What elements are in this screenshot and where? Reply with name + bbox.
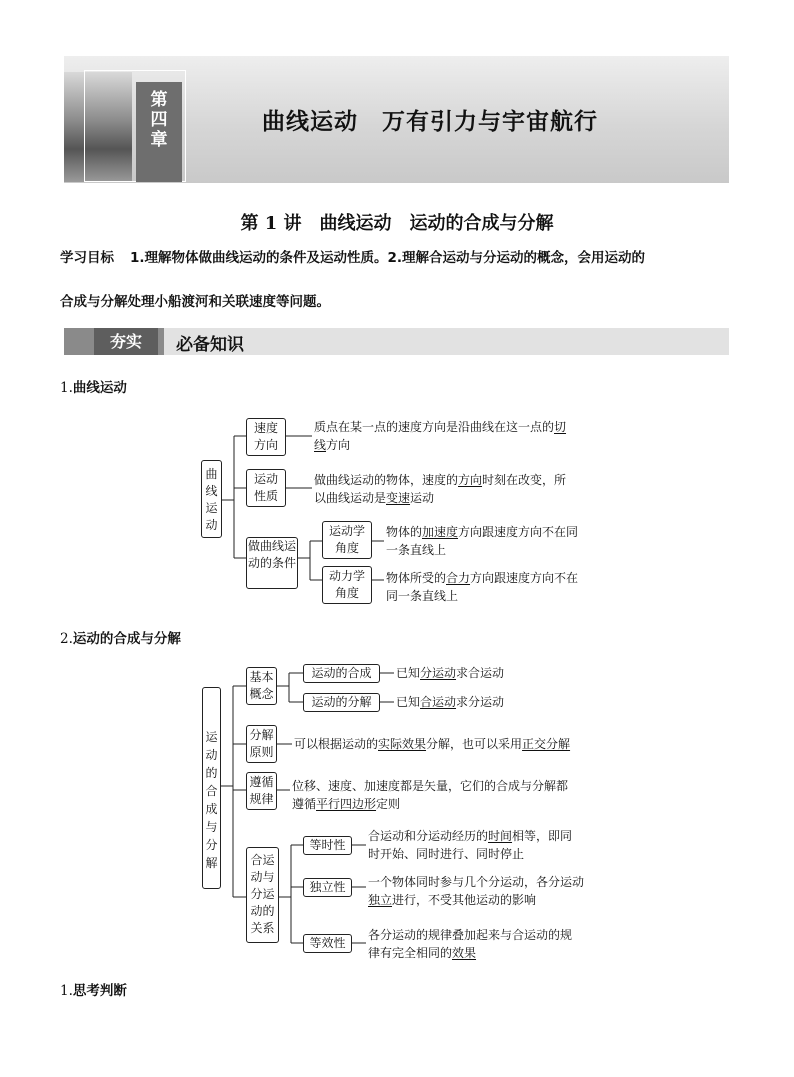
node-basic-concepts-label: 基本概念 (249, 670, 274, 701)
blank: 正交分解 (522, 737, 571, 751)
t: 进行，不受其他运动的影响 (392, 893, 537, 907)
text-resolution (396, 693, 504, 711)
node-decomposition-principle-label: 分解原则 (249, 728, 274, 759)
t: 时刻在改变，所 (482, 473, 567, 487)
text-simultaneity (368, 827, 608, 863)
goals-label: 学习目标 (60, 250, 114, 266)
part3-heading-num: 1. (60, 983, 73, 999)
blank: 实际效果 (378, 737, 427, 751)
t: 做曲线运动的物体，速度的 (314, 473, 459, 487)
t: 已知 (396, 695, 421, 709)
node-simultaneity: 等时性 (303, 836, 352, 855)
t: 以曲线运动是 (314, 491, 387, 505)
blank: 线 (314, 438, 327, 452)
node-curvilinear-motion-label: 曲线运动 (205, 467, 218, 532)
chapter-title: 曲线运动 万有引力与宇宙航行 (262, 109, 598, 135)
node-decomposition-principle (246, 725, 277, 763)
node-equivalence: 等效性 (303, 934, 352, 953)
node-basic-concepts (246, 667, 277, 705)
t: 方向 (326, 438, 351, 452)
t: 物体的 (386, 525, 423, 539)
node-composition-decomposition (202, 687, 221, 889)
chapter-tab-label: 第四章 (150, 90, 168, 150)
blank: 合运动 (420, 695, 457, 709)
t: 求合运动 (456, 666, 505, 680)
node-resolution: 运动的分解 (303, 693, 380, 712)
t: 律有完全相同的 (368, 946, 453, 960)
t: 方向跟速度方向不在 (470, 571, 579, 585)
node-relationship (246, 847, 279, 943)
part3-heading-text: 思考判断 (72, 983, 127, 999)
part2-heading-num: 2. (60, 631, 73, 647)
node-synthesis: 运动的合成 (303, 664, 380, 683)
text-equivalence (368, 926, 608, 962)
text-independence (368, 873, 608, 909)
node-relationship-label: 合运动与分运动的关系 (250, 853, 275, 935)
lesson-title: 第 1 讲 曲线运动 运动的合成与分解 (240, 213, 554, 234)
blank: 加速度 (422, 525, 459, 539)
blank: 独立 (368, 893, 393, 907)
t: 已知 (396, 666, 421, 680)
t: 物体所受的 (386, 571, 447, 585)
t: 一个物体同时参与几个分运动，各分运动 (368, 875, 585, 889)
t: 各分运动的规律叠加起来与合运动的规 (368, 928, 573, 942)
text-synthesis (396, 664, 504, 682)
node-motion-nature-label: 运动性质 (253, 472, 278, 503)
goals-text-1: 1.理解物体做曲线运动的条件及运动性质。2.理解合运动与分运动的概念，会用运动的 (130, 250, 646, 266)
blank: 方向 (458, 473, 483, 487)
node-composition-decomposition-label: 运动的合成与分解 (205, 730, 218, 870)
part1-heading-num: 1. (60, 380, 73, 396)
text-governing-rule (292, 777, 622, 813)
blank: 时间 (488, 829, 513, 843)
node-independence: 独立性 (303, 878, 352, 897)
part2-heading-text: 运动的合成与分解 (72, 631, 181, 647)
part1-heading-text: 曲线运动 (72, 380, 127, 396)
t: 遵循 (292, 797, 317, 811)
t: 方向跟速度方向不在同 (458, 525, 579, 539)
node-dynamics-label: 动力学角度 (328, 569, 365, 600)
t: 相等，即同 (512, 829, 573, 843)
blank: 切 (554, 420, 567, 434)
t: 时开始、同时进行、同时停止 (368, 847, 525, 861)
blank: 分运动 (420, 666, 457, 680)
node-governing-rule-label: 遵循规律 (249, 775, 274, 806)
blank: 变速 (386, 491, 411, 505)
t: 定则 (376, 797, 401, 811)
node-kinematics-label: 运动学角度 (328, 524, 365, 555)
part3-heading (60, 979, 127, 999)
t: 位移、速度、加速度都是矢量，它们的合成与分解都 (292, 779, 569, 793)
section-title: 必备知识 (176, 335, 244, 355)
t: 求分运动 (456, 695, 505, 709)
blank: 平行四边形 (316, 797, 377, 811)
t: 合运动和分运动经历的 (368, 829, 489, 843)
node-governing-rule (246, 772, 277, 810)
t: 分解，也可以采用 (426, 737, 523, 751)
node-conditions-label: 做曲线运动的条件 (247, 539, 296, 570)
t: 同一条直线上 (386, 589, 459, 603)
t: 质点在某一点的速度方向是沿曲线在这一点的 (314, 420, 555, 434)
t: 一条直线上 (386, 543, 447, 557)
node-velocity-direction-label: 速度方向 (253, 421, 278, 452)
goals-text-2: 合成与分解处理小船渡河和关联速度等问题。 (60, 294, 330, 310)
blank: 合力 (446, 571, 471, 585)
text-decomposition-principle (294, 735, 570, 753)
t: 可以根据运动的 (294, 737, 379, 751)
t: 运动 (410, 491, 435, 505)
section-tag: 夯实 (94, 328, 158, 355)
blank: 效果 (452, 946, 477, 960)
